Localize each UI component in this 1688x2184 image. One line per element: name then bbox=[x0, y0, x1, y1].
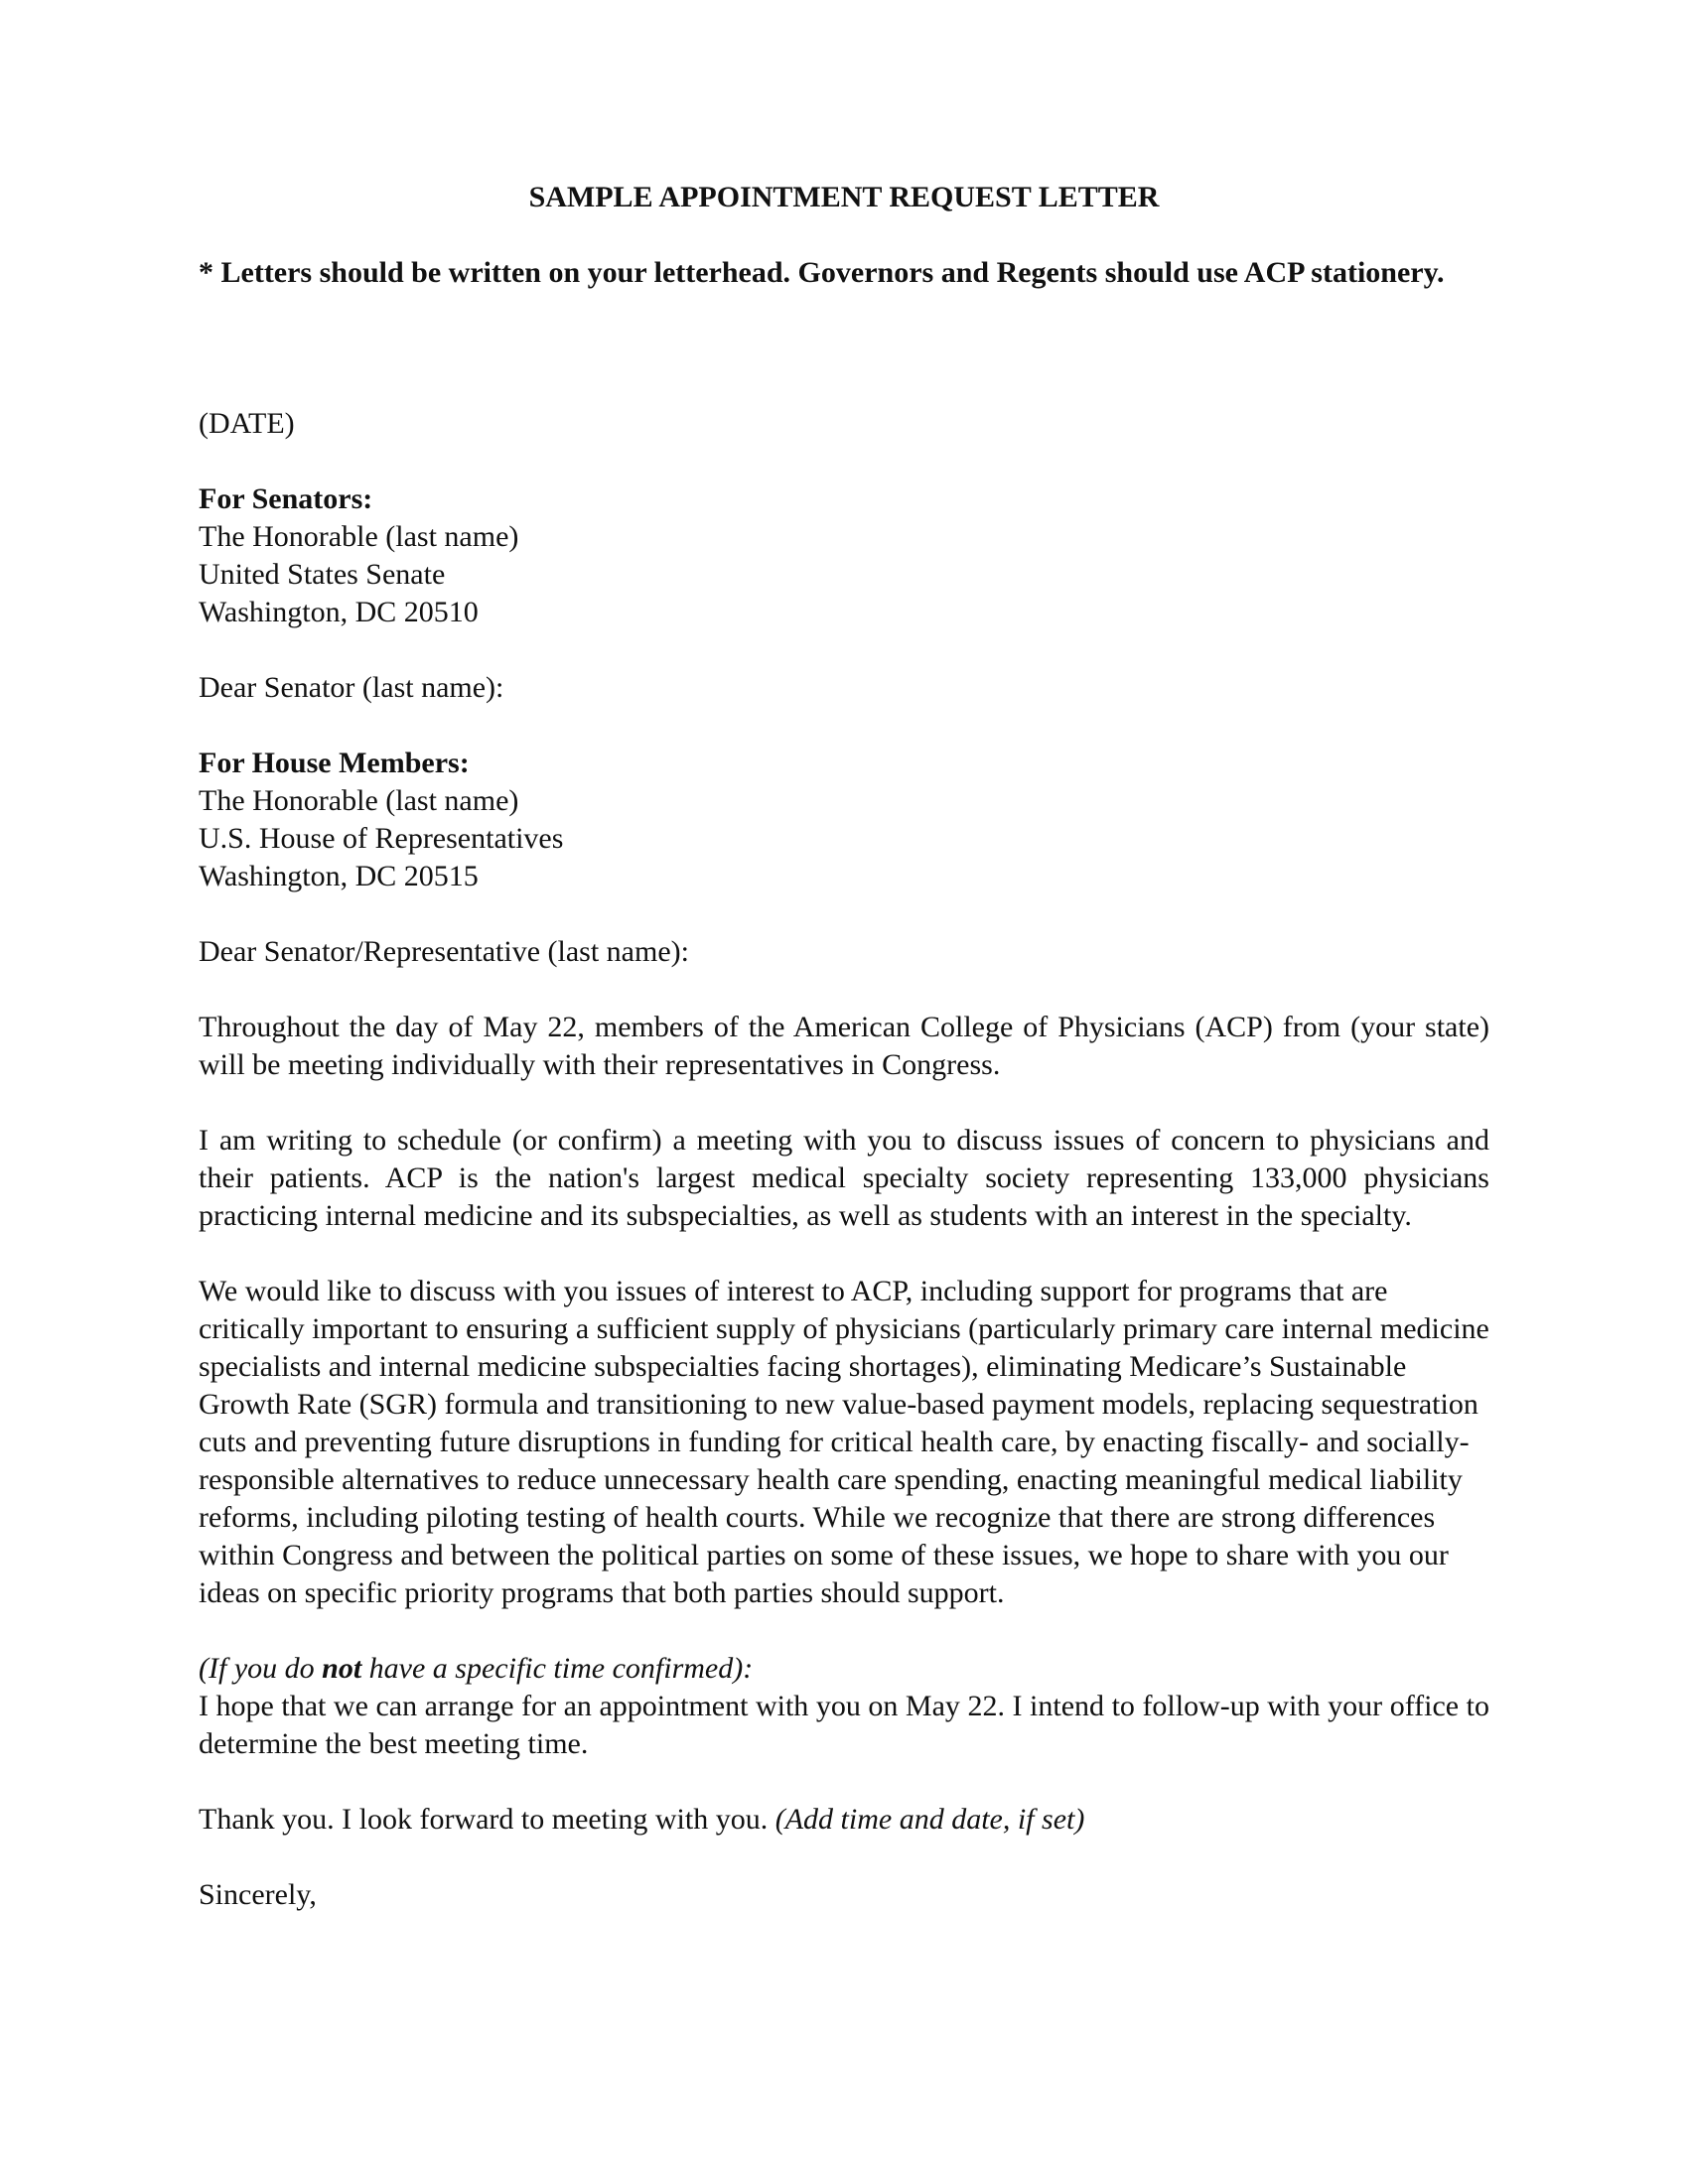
letter-title: SAMPLE APPOINTMENT REQUEST LETTER bbox=[528, 181, 1160, 213]
body-paragraph: I am writing to schedule (or confirm) a meeting with you to discuss issues of concern to physicians and their patients. ACP is the nation's largest medical specialty society representing 133,000 physicians practicing internal medicine and its subspecialties, as well as students with an interest in the specialty. bbox=[199, 1124, 1489, 1232]
letter-page bbox=[199, 179, 1489, 1952]
date-placeholder: (DATE) bbox=[199, 407, 295, 440]
closing-note: (Add time and date, if set) bbox=[774, 1803, 1085, 1836]
house-address-line: The Honorable (last name) bbox=[199, 784, 519, 817]
house-address-line: Washington, DC 20515 bbox=[199, 860, 479, 892]
letterhead-note: * Letters should be written on your letterhead. Governors and Regents should use ACP stationery. bbox=[199, 256, 1445, 289]
conditional-text: I hope that we can arrange for an appointment with you on May 22. I intend to follow-up with your office to determine the best meeting time. bbox=[199, 1690, 1489, 1760]
conditional-prefix: (If you do bbox=[199, 1652, 323, 1685]
senators-address-block bbox=[199, 480, 1489, 631]
senators-heading: For Senators: bbox=[199, 482, 373, 515]
conditional-section bbox=[199, 1650, 1489, 1763]
senators-address-line: The Honorable (last name) bbox=[199, 520, 519, 553]
closing-line bbox=[199, 1801, 1489, 1839]
body-paragraph: We would like to discuss with you issues of interest to ACP, including support for programs that are critically important to ensuring a sufficient supply of physicians (particularly primary care internal medicine specialists and internal medicine subspecialties facing shortages), eliminating Medicare’s Sustainable Growth Rate (SGR) formula and transitioning to new value-based payment models, replacing sequestration cuts and preventing future disruptions in funding for critical health care, by enacting fiscally- and socially- responsible alternatives to reduce unnecessary health care spending, enacting meaningful medical liability reforms, including piloting testing of health courts. While we recognize that there are strong differences within Congress and between the political parties on some of these issues, we hope to share with you our ideas on specific priority programs that both parties should support. bbox=[199, 1275, 1489, 1609]
senators-salutation: Dear Senator (last name): bbox=[199, 671, 504, 704]
senators-address-line: United States Senate bbox=[199, 558, 446, 591]
signoff: Sincerely, bbox=[199, 1878, 317, 1911]
house-salutation: Dear Senator/Representative (last name): bbox=[199, 935, 689, 968]
senators-address-line: Washington, DC 20510 bbox=[199, 596, 479, 628]
closing-text: Thank you. I look forward to meeting with you. bbox=[199, 1803, 775, 1836]
house-address-line: U.S. House of Representatives bbox=[199, 822, 564, 855]
conditional-instruction bbox=[199, 1650, 1489, 1688]
body-paragraph: Throughout the day of May 22, members of the American College of Physicians (ACP) from (your state) will be meeting individually with their representatives in Congress. bbox=[199, 1011, 1489, 1081]
house-address-block bbox=[199, 745, 1489, 895]
house-heading: For House Members: bbox=[199, 747, 470, 779]
conditional-suffix: have a specific time confirmed): bbox=[361, 1652, 754, 1685]
conditional-emphasis: not bbox=[322, 1652, 362, 1685]
